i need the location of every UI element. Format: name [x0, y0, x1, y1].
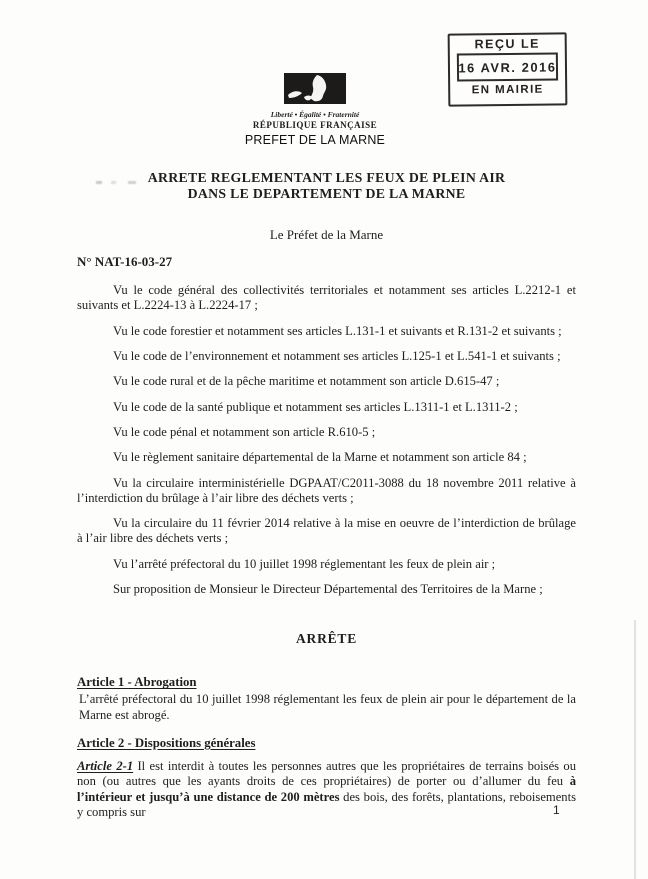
article-2-1-text: Il est interdit à toutes les personnes autres que les propriétaires de terrains boisés ou non (ou autres que les ayants droits de ces propriétaires) de porter ou d’allumer du feu	[77, 758, 577, 789]
document-title-line2: DANS LE DEPARTEMENT DE LA MARNE	[187, 185, 466, 201]
document-title	[77, 170, 576, 201]
prefecture-name: PREFET DE LA MARNE	[244, 133, 386, 147]
visa-paragraph: Sur proposition de Monsieur le Directeur Départemental des Territoires de la Marne ;	[113, 582, 543, 597]
visa-paragraph: Vu l’arrêté préfectoral du 10 juillet 1998 réglementant les feux de plein air ;	[113, 556, 496, 571]
visa-paragraph: Vu le code forestier et notamment ses articles L.131-1 et suivants et R.131-2 et suivants ;	[113, 323, 562, 338]
visa-paragraph: Vu le code de l’environnement et notamment ses articles L.125-1 et L.541-1 et suivants ;	[113, 349, 561, 364]
article-2-1-text-end: des bois, des forêts, plantations, reboisements y compris sur	[77, 789, 576, 819]
republic-letterhead	[0, 73, 630, 147]
visa-paragraph: Vu le règlement sanitaire départemental de la Marne et notamment son article 84 ;	[113, 450, 527, 465]
visa-paragraph: Vu le code de la santé publique et notamment ses articles L.1311-1 et L.1311-2 ;	[113, 399, 518, 414]
article-2-1-body	[77, 759, 576, 820]
visa-paragraph: Vu la circulaire du 11 février 2014 relative à la mise en oeuvre de l’interdiction de brûlage à l’air libre des déchets verts ;	[77, 516, 576, 546]
scan-edge-artifact	[634, 620, 636, 879]
marianne-logo-icon	[284, 73, 346, 109]
arrete-heading: ARRÊTE	[295, 631, 358, 647]
stamp-recu-le: REÇU LE	[474, 36, 540, 52]
republic-name: RÉPUBLIQUE FRANÇAISE	[252, 120, 378, 130]
article-1-heading: Article 1 - Abrogation	[77, 675, 197, 690]
visa-paragraph: Vu le code général des collectivités territoriales et notamment ses articles L.2212-1 et suivants et L.2224-13 à L.2224-17 ;	[77, 283, 576, 313]
issuer-line: Le Préfet de la Marne	[269, 227, 384, 243]
document-title-line1: ARRETE REGLEMENTANT LES FEUX DE PLEIN AIR	[147, 170, 506, 185]
document-content	[77, 170, 576, 820]
visa-paragraph: Vu le code rural et de la pêche maritime et notamment son article D.615-47 ;	[113, 374, 500, 389]
visa-paragraph: Vu la circulaire interministérielle DGPAAT/C2011-3088 du 18 novembre 2011 relative à l’interdiction du brûlage à l’air libre des déchets verts ;	[77, 475, 576, 505]
stamp-date: 16 AVR. 2016	[458, 58, 557, 76]
article-2-1-bold-text: à l’intérieur et jusqu’à une distance de 200 mètres	[77, 774, 576, 804]
article-2-heading: Article 2 - Dispositions générales	[77, 735, 256, 750]
visa-paragraph: Vu le code pénal et notamment son article R.610-5 ;	[113, 424, 376, 439]
article-1-body: L’arrêté préfectoral du 10 juillet 1998 réglementant les feux de plein air pour le département de la Marne est abrogé.	[79, 692, 576, 722]
stamp-en-mairie: EN MAIRIE	[471, 83, 544, 97]
republic-motto: Liberté • Égalité • Fraternité	[270, 110, 360, 119]
reference-number: N° NAT-16-03-27	[77, 254, 173, 270]
page-number: 1	[553, 803, 560, 817]
article-2-1-label: Article 2-1	[77, 758, 134, 773]
